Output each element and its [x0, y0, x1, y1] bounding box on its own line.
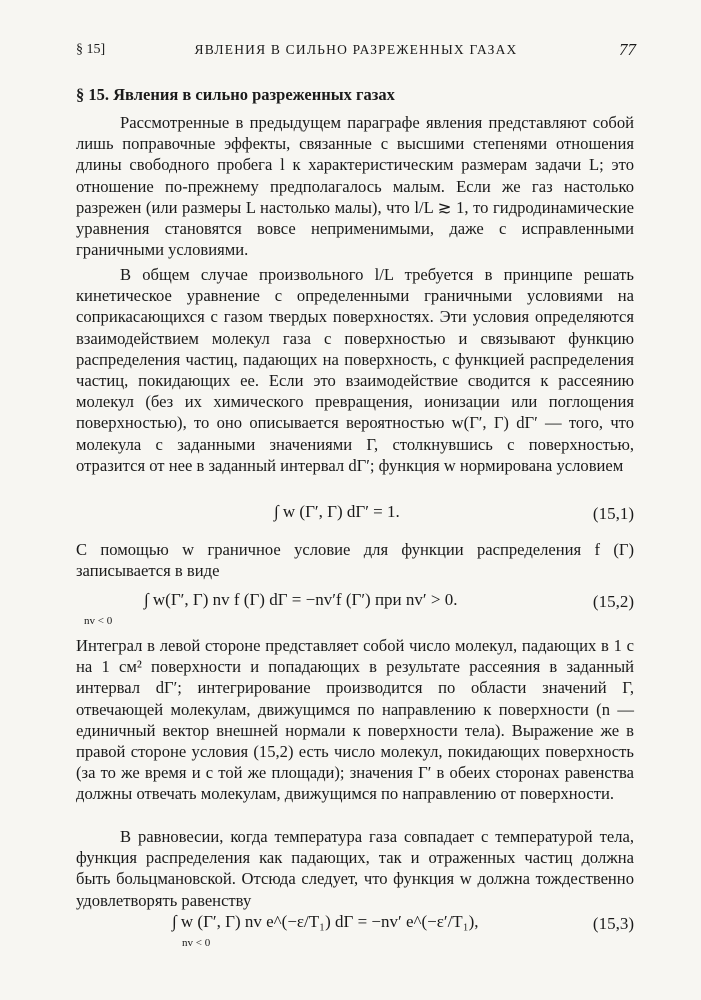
equation-15-1-number: (15,1): [592, 504, 634, 523]
section-heading: § 15. Явления в сильно разреженных газах: [76, 85, 395, 104]
page-number: 77: [619, 40, 636, 59]
equation-15-2-expr: ∫ w(Γ′, Γ) nv f (Γ) dΓ = −nv′f (Γ′) при nv′ > 0.: [144, 590, 458, 609]
equation-15-2-number: (15,2): [592, 592, 634, 611]
equation-15-2: [76, 588, 634, 632]
equation-15-3-limit: nv < 0: [182, 937, 211, 949]
equation-15-3: [76, 910, 634, 954]
header-section-ref: § 15]: [76, 42, 106, 57]
equation-15-3-number: (15,3): [592, 914, 634, 933]
running-header: [76, 40, 636, 62]
header-running-title: ЯВЛЕНИЯ В СИЛЬНО РАЗРЕЖЕННЫХ ГАЗАХ: [194, 42, 518, 57]
paragraph-2: В общем случае произвольного l/L требуется в принципе решать кинетическое уравнение с определенными граничными условиями на соприкасающихся с газом твердых поверхностях. Эти условия определяются взаимодействием молекул газа с поверхностью и связывают функцию распределения частиц, падающих на поверхность, с функцией распределения частиц, покидающих ее. Если это взаимодействие сводится к рассеянию молекул (без их химического превращения, ионизации или поглощения поверхностью), то оно описывается вероятностью w(Γ′, Γ) dΓ′ — того, что молекула с заданными значениями Γ, столкнувшись с поверхностью, отразится от нее в заданный интервал dΓ′; функция w нормирована условием: [76, 265, 634, 475]
equation-15-3-expr: ∫ w (Γ′, Γ) nv e^(−ε/T₁) dΓ = −nv′ e^(−ε′/T₁),: [172, 912, 479, 931]
paragraph-4: Интеграл в левой стороне представляет собой число молекул, падающих в 1 с на 1 см² поверхности и попадающих в результате рассеяния в заданный интервал dΓ′; интегрирование производится по области значений Γ, отвечающей молекулам, движущимся по направлению к поверхности (n — единичный вектор внешней нормали к поверхности тела). Выражение же в правой стороне условия (15,2) есть число молекул, покидающих поверхность (за то же время и с той же площади); значения Γ′ в обеих сторонах равенства должны отвечать молекулам, движущимся по направлению от поверхности.: [76, 636, 634, 804]
equation-15-2-limit: nv < 0: [84, 615, 113, 627]
paragraph-5: В равновесии, когда температура газа совпадает с температурой тела, функция распределения как падающих, так и отраженных частиц должна быть больцмановской. Отсюда следует, что функция w должна тождественно удовлетворять равенству: [76, 827, 634, 910]
equation-15-1-expr: ∫ w (Γ′, Γ) dΓ′ = 1.: [274, 502, 400, 521]
equation-15-1: [76, 500, 634, 534]
paragraph-1: Рассмотренные в предыдущем параграфе явления представляют собой лишь поправочные эффекты, связанные с высшими степенями отношения длины свободного пробега l к характеристическим размерам задачи L; это отношение по-прежнему предполагалось малым. Если же газ настолько разрежен (или размеры L настолько малы), что l/L ≳ 1, то гидродинамические уравнения становятся вовсе неприменимыми, даже с исправленными граничными условиями.: [76, 113, 634, 260]
paragraph-3: С помощью w граничное условие для функции распределения f (Γ) записывается в виде: [76, 540, 634, 581]
